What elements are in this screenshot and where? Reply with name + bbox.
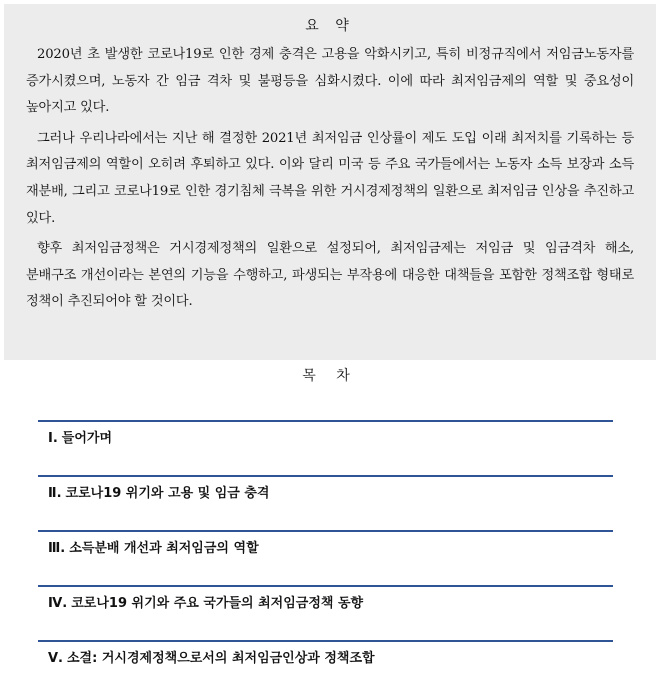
toc-item-label: 코로나19 위기와 고용 및 임금 충격 bbox=[65, 486, 270, 501]
summary-paragraph-3: 향후 최저임금정책은 거시경제정책의 일환으로 설정되어, 최저임금제는 저임금 및 임금격차 해소, 분배구조 개선이라는 본연의 기능을 수행하고, 파생되는 부작용에 대응한 대책들을 포함한 정책조합 형태로 정책이 추진되어야 할 것이다. bbox=[26, 241, 634, 310]
toc-item-income-distribution-minimum-wage[interactable] bbox=[38, 530, 613, 585]
toc-item-label: 코로나19 위기와 주요 국가들의 최저임금정책 동향 bbox=[71, 596, 364, 611]
toc-item-label: 소결: 거시경제정책으로서의 최저임금인상과 정책조합 bbox=[67, 651, 375, 666]
summary-paragraph-1: 2020년 초 발생한 코로나19로 인한 경제 충격은 고용을 악화시키고, 특히 비정규직에서 저임금노동자를 증가시켰으며, 노동자 간 임금 격차 및 불평등을 심화시켰다. 이에 따라 최저임금제의 역할 및 중요성이 높아지고 있다. bbox=[26, 47, 634, 116]
summary-box bbox=[4, 4, 656, 360]
toc-item-number: Ⅲ. bbox=[48, 541, 66, 556]
toc-item-label: 소득분배 개선과 최저임금의 역할 bbox=[69, 541, 259, 556]
toc-item-covid-employment-wage-shock[interactable] bbox=[38, 475, 613, 530]
toc-item-number: Ⅰ. bbox=[48, 431, 58, 446]
toc-item-conclusion[interactable] bbox=[38, 640, 613, 695]
toc-item-number: Ⅳ. bbox=[48, 596, 68, 611]
toc-item-major-countries-policy-trends[interactable] bbox=[38, 585, 613, 640]
toc-list bbox=[38, 420, 613, 695]
toc-item-number: Ⅱ. bbox=[48, 486, 62, 501]
summary-paragraph-2: 그러나 우리나라에서는 지난 해 결정한 2021년 최저임금 인상률이 제도 도입 이래 최저치를 기록하는 등 최저임금제의 역할이 오히려 후퇴하고 있다. 이와 달리 미국 등 주요 국가들에서는 노동자 소득 보장과 소득 재분배, 그리고 코로나19로 인한 경기침체 극복을 위한 거시경제정책의 일환으로 최저임금 인상을 추진하고 있다. bbox=[26, 130, 634, 226]
summary-title: 요 약 bbox=[305, 18, 355, 34]
toc-title: 목 차 bbox=[302, 368, 358, 384]
toc-item-number: Ⅴ. bbox=[48, 651, 63, 666]
toc-item-introduction[interactable] bbox=[38, 420, 613, 475]
toc-item-label: 들어가며 bbox=[61, 431, 113, 446]
